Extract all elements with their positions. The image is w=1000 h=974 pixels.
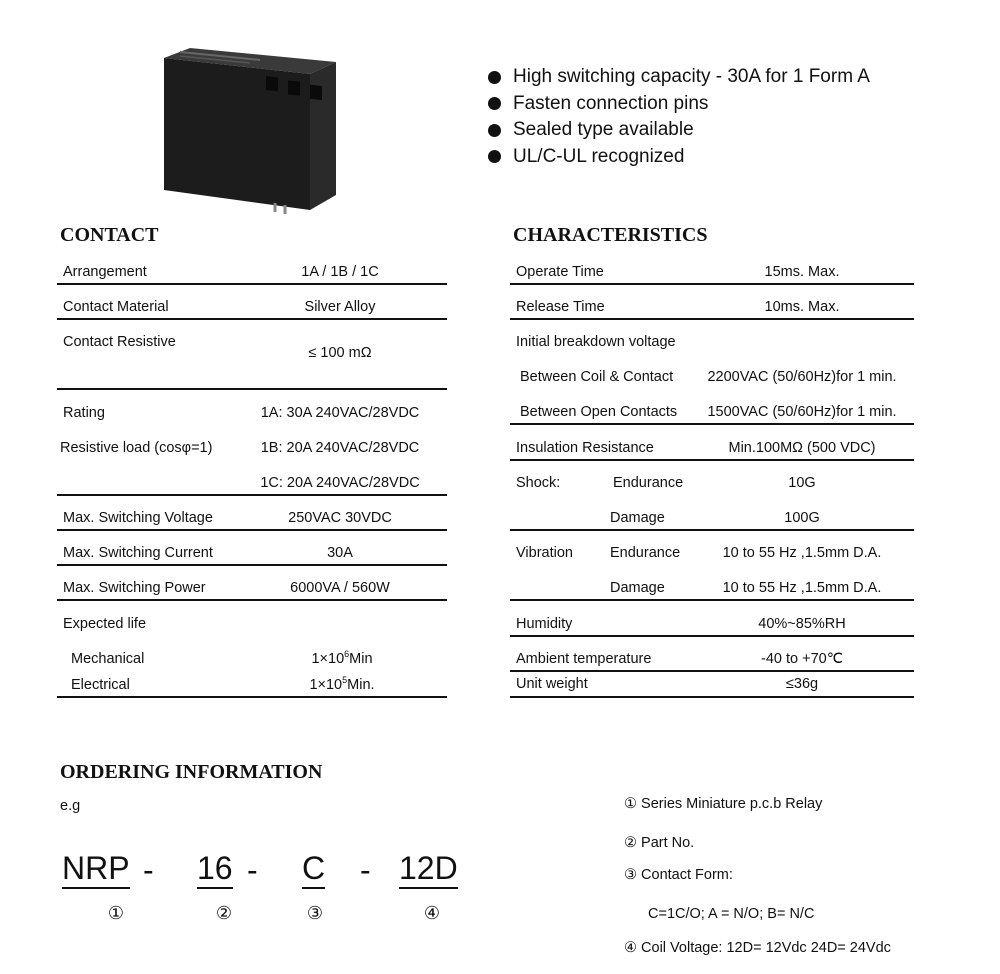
max-current-value: 30A [327,545,353,561]
weight-label: Unit weight [516,676,588,692]
bullet-icon [488,97,501,110]
feature-text: High switching capacity - 30A for 1 Form A [513,66,870,87]
ambient-label: Ambient temperature [516,651,652,667]
divider [57,696,447,698]
max-current-label: Max. Switching Current [63,545,213,561]
code-dash: - [360,852,371,888]
ordering-heading: ORDERING INFORMATION [60,761,323,783]
resistive-value: ≤ 100 mΩ [308,345,372,361]
mechanical-label: Mechanical [71,651,145,667]
feature-text: UL/C-UL recognized [513,145,685,167]
feature-item [488,64,870,91]
divider [510,318,914,320]
shock-damage-value: 100G [784,510,820,526]
open-contacts-label: Between Open Contacts [520,404,678,420]
max-power-label: Max. Switching Power [63,580,206,596]
divider [57,283,447,285]
shock-damage-label: Damage [610,510,665,526]
resistive-load-label: Resistive load (cosφ=1) [60,440,213,456]
example-label: e.g [60,798,81,814]
expected-life-label: Expected life [63,616,147,632]
vibration-endurance-value: 10 to 55 Hz ,1.5mm D.A. [722,545,882,561]
relay-product-image [160,40,340,215]
feature-text: Sealed type available [513,119,694,140]
note-contact-form: ③ Contact Form: [624,867,733,883]
code-number: ④ [423,903,441,923]
arrangement-label: Arrangement [63,264,147,280]
humidity-label: Humidity [516,616,573,632]
feature-item [488,144,870,171]
contact-heading: CONTACT [60,224,159,246]
code-part-no: 16 [197,850,233,887]
code-series: NRP [62,850,130,887]
vibration-endurance-label: Endurance [610,545,681,561]
divider [57,564,447,566]
coil-contact-value: 2200VAC (50/60Hz)for 1 min. [707,369,897,385]
divider [57,318,447,320]
resistive-label: Contact Resistive [63,334,176,350]
rating-label: Rating [63,405,105,421]
feature-item [488,117,870,144]
operate-value: 15ms. Max. [764,264,840,280]
divider [510,283,914,285]
divider [57,599,447,601]
divider [510,696,914,698]
insulation-label: Insulation Resistance [516,440,654,456]
code-coil-voltage: 12D [399,850,458,887]
release-label: Release Time [516,299,605,315]
rating-1c: 1C: 20A 240VAC/28VDC [260,475,420,491]
weight-value: ≤36g [785,676,819,692]
characteristics-heading: CHARACTERISTICS [513,224,708,246]
material-label: Contact Material [63,299,169,315]
divider [57,529,447,531]
open-contacts-value: 1500VAC (50/60Hz)for 1 min. [707,404,897,420]
release-value: 10ms. Max. [764,299,840,315]
divider [510,599,914,601]
arrangement-value: 1A / 1B / 1C [301,264,379,280]
code-dash: - [247,852,258,888]
shock-endurance-label: Endurance [613,475,684,491]
mechanical-value: $1\times 10^6Min$ [311,649,373,667]
code-number: ① [107,903,125,923]
code-number: ③ [306,903,324,923]
divider [510,529,914,531]
material-value: Silver Alloy [304,299,376,315]
note-contact-form-values: C=1C/O; A = N/O; B= N/C [648,906,815,922]
note-coil-voltage: ④ Coil Voltage: 12D= 12Vdc 24D= 24Vdc [624,940,891,956]
max-voltage-label: Max. Switching Voltage [63,510,213,526]
ambient-value: -40 to +70℃ [761,651,843,667]
code-contact-form: C [302,850,325,887]
bullet-icon [488,124,501,137]
vibration-label: Vibration [516,545,573,561]
rating-1b: 1B: 20A 240VAC/28VDC [260,440,420,456]
humidity-value: 40%~85%RH [758,616,846,632]
feature-item [488,91,870,118]
shock-label: Shock: [516,475,561,491]
vibration-damage-label: Damage [610,580,665,596]
code-dash: - [143,852,154,888]
bullet-icon [488,150,501,163]
max-voltage-value: 250VAC 30VDC [288,510,392,526]
shock-endurance-value: 10G [788,475,816,491]
feature-list [488,64,870,170]
divider [57,494,447,496]
insulation-value: Min.100MΩ (500 VDC) [728,440,876,456]
coil-contact-label: Between Coil & Contact [520,369,674,385]
operate-label: Operate Time [516,264,604,280]
note-part-no: ② Part No. [624,835,695,851]
divider [510,423,914,425]
breakdown-label: Initial breakdown voltage [516,334,676,350]
feature-text: Fasten connection pins [513,92,709,114]
vibration-damage-value: 10 to 55 Hz ,1.5mm D.A. [722,580,882,596]
max-power-value: 6000VA / 560W [290,580,390,596]
note-series: ① Series Miniature p.c.b Relay [624,796,823,812]
divider [510,635,914,637]
divider [510,459,914,461]
electrical-value: $1\times 10^5Min$. [309,675,375,693]
rating-1a: 1A: 30A 240VAC/28VDC [260,405,420,421]
electrical-label: Electrical [71,677,130,693]
divider [57,388,447,390]
divider [510,670,914,672]
bullet-icon [488,71,501,84]
code-number: ② [215,903,233,923]
